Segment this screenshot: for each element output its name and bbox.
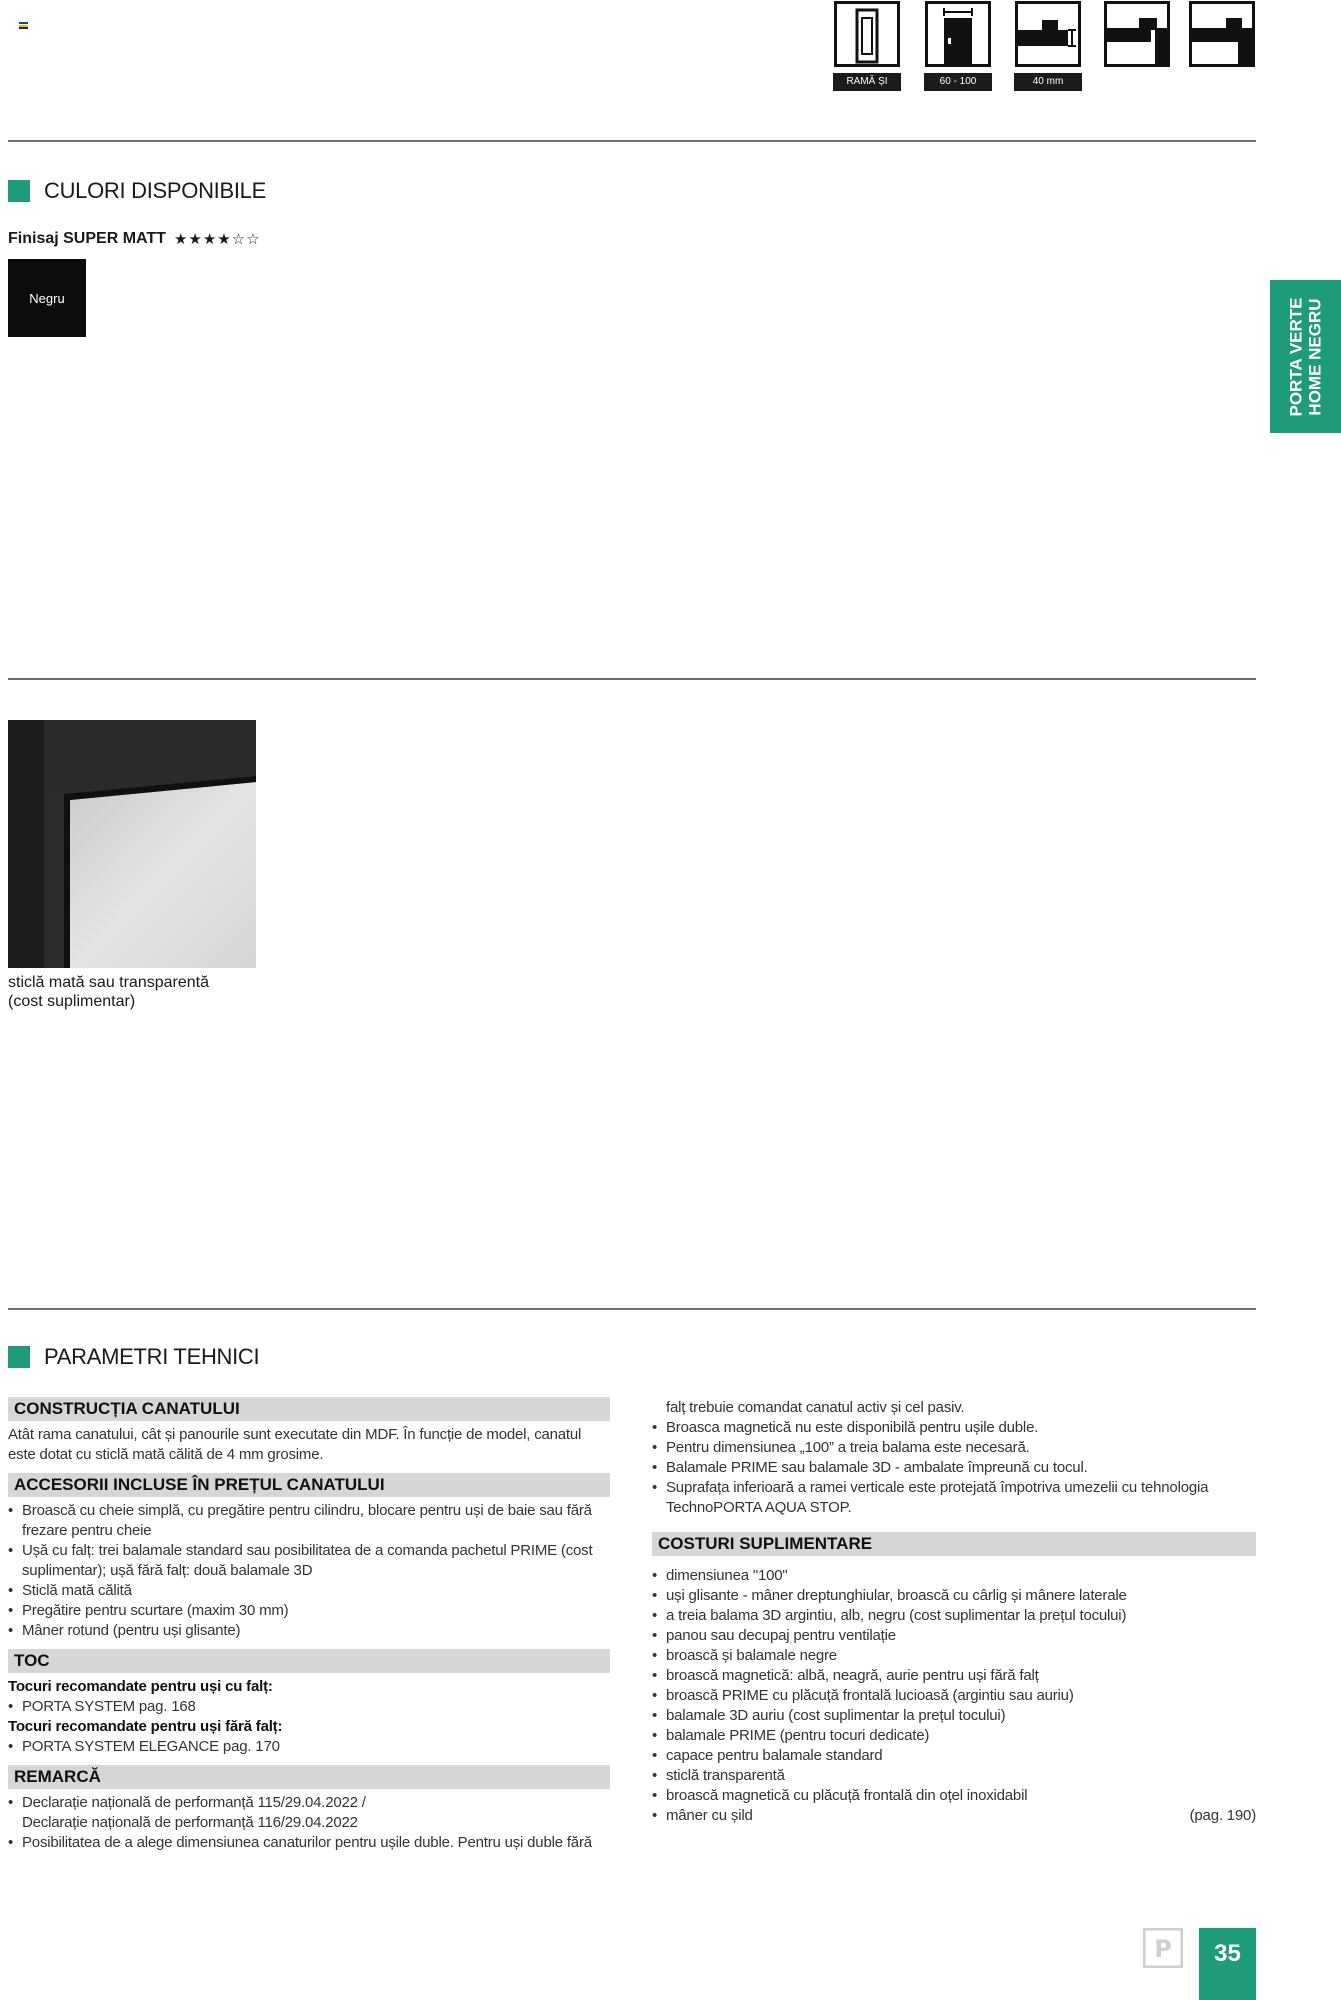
construction-text: Atât rama canatului, cât și panourile sunt executate din MDF. În funcție de model, canatul este dotat cu sticlă mată călită de 4 mm grosime. bbox=[8, 1426, 582, 1463]
list-item: • Ușă cu falț: trei balamale standard sau posibilitatea de a comanda pachetul PRIME (cost suplimentar); ușă fără falț: două balamale 3D bbox=[8, 1541, 610, 1581]
list-item: • balamale PRIME (pentru tocuri dedicate) bbox=[652, 1726, 1256, 1746]
page-number: 35 bbox=[1199, 1928, 1256, 2000]
notes-list bbox=[652, 1418, 1256, 1518]
rebate-door-icon bbox=[1103, 0, 1171, 68]
toc-item2: • PORTA SYSTEM ELEGANCE pag. 170 bbox=[8, 1737, 610, 1757]
divider bbox=[8, 1308, 1256, 1310]
remark-heading: REMARCĂ bbox=[8, 1765, 610, 1789]
accessories-list bbox=[8, 1501, 610, 1641]
colors-title: CULORI DISPONIBILE bbox=[44, 178, 266, 203]
continued-text: falț trebuie comandat canatul activ și cel pasiv. bbox=[666, 1399, 965, 1416]
toc-item1: • PORTA SYSTEM pag. 168 bbox=[8, 1697, 610, 1717]
glass-caption bbox=[8, 973, 209, 1011]
door-thickness-icon bbox=[1014, 0, 1082, 68]
logo-letter: P bbox=[1154, 1935, 1172, 1963]
list-item: • Mâner rotund (pentru uși glisante) bbox=[8, 1621, 610, 1641]
list-item bbox=[652, 1806, 1256, 1826]
list-item: • Declarație națională de performanță 115/29.04.2022 / Declarație națională de performanță 116/29.04.2022 bbox=[8, 1793, 610, 1833]
flag-icon bbox=[19, 22, 28, 29]
frame-panel-label: RAMĂ ȘI PANOU bbox=[833, 73, 901, 91]
params-heading bbox=[8, 1344, 259, 1370]
list-item: • Pregătire pentru scurtare (maxim 30 mm) bbox=[8, 1601, 610, 1621]
accessories-heading: ACCESORII INCLUSE ÎN PREȚUL CANATULUI bbox=[8, 1473, 610, 1497]
glass-sample-image bbox=[8, 720, 256, 968]
brand-logo-icon bbox=[1143, 1928, 1183, 1968]
list-item: • Broască cu cheie simplă, cu pregătire pentru cilindru, blocare pentru uși de baie sau fără frezare pentru cheie bbox=[8, 1501, 610, 1541]
toc-sub1: Tocuri recomandate pentru uși cu falț: bbox=[8, 1678, 273, 1695]
construction-heading: CONSTRUCȚIA CANATULUI bbox=[8, 1397, 610, 1421]
side-tab-line2: HOME NEGRU bbox=[1305, 297, 1325, 416]
door-width-icon bbox=[924, 0, 992, 68]
list-item: • capace pentru balamale standard bbox=[652, 1746, 1256, 1766]
last-item-text: • mâner cu șild bbox=[666, 1807, 753, 1824]
list-item: • a treia balama 3D argintiu, alb, negru (cost suplimentar la prețul tocului) bbox=[652, 1606, 1256, 1626]
params-left-column bbox=[8, 1397, 610, 1853]
divider bbox=[8, 140, 1256, 142]
list-item: • dimensiunea "100" bbox=[652, 1566, 1256, 1586]
list-item: • broască magnetică cu plăcuță frontală din oțel inoxidabil bbox=[652, 1786, 1256, 1806]
width-label: 60 - 100 bbox=[924, 73, 992, 91]
params-title: PARAMETRI TEHNICI bbox=[44, 1344, 260, 1369]
side-tab bbox=[1270, 280, 1341, 433]
frame-panel-icon bbox=[833, 0, 901, 68]
section-marker bbox=[8, 180, 30, 202]
toc-heading: TOC bbox=[8, 1649, 610, 1673]
list-item: • Posibilitatea de a alege dimensiunea canaturilor pentru ușile duble. Pentru uși duble fără bbox=[8, 1833, 610, 1853]
list-item: • broască și balamale negre bbox=[652, 1646, 1256, 1666]
list-item: • Broasca magnetică nu este disponibilă pentru ușile duble. bbox=[652, 1418, 1256, 1438]
flush-door-icon bbox=[1188, 0, 1256, 68]
color-swatch-negru[interactable] bbox=[8, 259, 86, 337]
extra-costs-heading: COSTURI SUPLIMENTARE bbox=[652, 1532, 1256, 1556]
list-item: • balamale 3D auriu (cost suplimentar la prețul tocului) bbox=[652, 1706, 1256, 1726]
params-right-column bbox=[652, 1398, 1256, 1826]
side-tab-line1: PORTA VERTE bbox=[1286, 296, 1306, 417]
list-item: • Suprafața inferioară a ramei verticale este protejată împotriva umezelii cu tehnologia TechnoPORTA AQUA STOP. bbox=[652, 1478, 1256, 1518]
finish-line bbox=[8, 230, 261, 248]
page-reference: (pag. 190) bbox=[1189, 1807, 1256, 1824]
list-item: • panou sau decupaj pentru ventilație bbox=[652, 1626, 1256, 1646]
glass-caption-line2: (cost suplimentar) bbox=[8, 993, 136, 1010]
list-item: • broască magnetică: albă, neagră, aurie pentru uși fără falț bbox=[652, 1666, 1256, 1686]
list-item: • uși glisante - mâner dreptunghiular, broască cu cârlig și mânere laterale bbox=[652, 1586, 1256, 1606]
list-item: • Sticlă mată călită bbox=[8, 1581, 610, 1601]
remark-list bbox=[8, 1793, 610, 1853]
thickness-label: 40 mm bbox=[1014, 73, 1082, 91]
extra-costs-list bbox=[652, 1566, 1256, 1826]
divider bbox=[8, 678, 1256, 680]
list-item: • sticlă transparentă bbox=[652, 1766, 1256, 1786]
finish-label: Finisaj SUPER MATT bbox=[8, 230, 166, 247]
toc-sub2: Tocuri recomandate pentru uși fără falț: bbox=[8, 1718, 283, 1735]
section-marker bbox=[8, 1346, 30, 1368]
list-item: • Pentru dimensiunea „100” a treia balama este necesară. bbox=[652, 1438, 1256, 1458]
colors-heading bbox=[8, 178, 266, 204]
list-item: • broască PRIME cu plăcuță frontală lucioasă (argintiu sau auriu) bbox=[652, 1686, 1256, 1706]
glass-caption-line1: sticlă mată sau transparentă bbox=[8, 974, 209, 991]
list-item: • Balamale PRIME sau balamale 3D - ambalate împreună cu tocul. bbox=[652, 1458, 1256, 1478]
rating-stars: ★★★★☆☆ bbox=[173, 231, 261, 248]
swatch-label: Negru bbox=[29, 290, 65, 306]
